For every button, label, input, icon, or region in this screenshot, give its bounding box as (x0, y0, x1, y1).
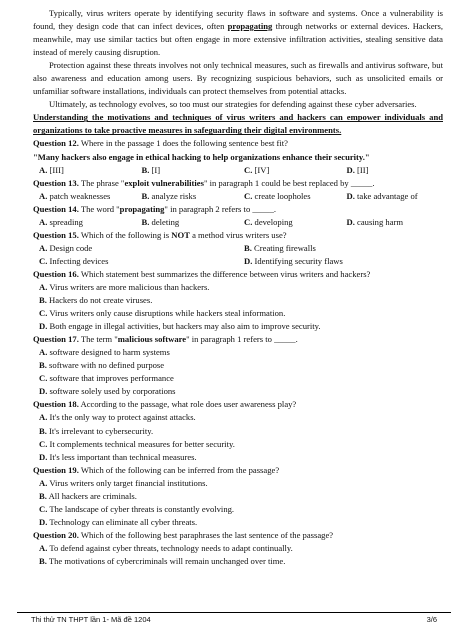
option-a[interactable]: A. spreading (39, 216, 83, 227)
question-17: Question 17. The term "malicious software" in paragraph 1 refers to _____. (33, 334, 298, 345)
option-a[interactable]: A. Design code (39, 242, 93, 253)
exam-code-label: Thi thử TN THPT lần 1- Mã đề 1204 (31, 615, 151, 624)
page-footer (17, 612, 451, 626)
option-a[interactable]: A. To defend against cyber threats, technology needs to adapt continually. (39, 542, 293, 553)
option-b[interactable]: B. [I] (141, 164, 161, 175)
passage-paragraph-3: Ultimately, as technology evolves, so too must our strategies for defending against these cyber adversaries. (49, 99, 417, 110)
question-number: Question 17. (33, 334, 79, 345)
option-a[interactable]: A. Virus writers only target financial institutions. (39, 477, 208, 488)
option-c[interactable]: C. software that improves performance (39, 373, 174, 384)
question-number: Question 19. (33, 464, 79, 475)
question-19: Question 19. Which of the following can be inferred from the passage? (33, 464, 280, 475)
p1-text-start: Typically, virus writers operate by identifying security flaws in software and systems. Once a vulnerability is found, they design code that can infect devices, often (33, 8, 443, 32)
p1-keyword: propagating (227, 21, 273, 32)
question-number: Question 16. (33, 268, 79, 279)
question-15: Question 15. Which of the following is NOT a method virus writers use? (33, 229, 287, 240)
option-c[interactable]: C. [IV] (244, 164, 270, 175)
question-20: Question 20. Which of the following best paraphrases the last sentence of the passage? (33, 529, 334, 540)
page-number: 3/6 (426, 615, 437, 624)
question-number: Question 12. (33, 138, 79, 149)
quoted-term: malicious software (117, 334, 187, 345)
option-a[interactable]: A. software designed to harm systems (39, 347, 170, 358)
exam-page (33, 7, 443, 568)
option-a[interactable]: A. [III] (39, 164, 64, 175)
option-d[interactable]: D. take advantage of (346, 190, 418, 201)
option-b[interactable]: B. It's irrelevant to cybersecurity. (39, 425, 154, 436)
option-c[interactable]: C. developing (244, 216, 293, 227)
option-d[interactable]: D. [II] (346, 164, 369, 175)
question-12-options (33, 164, 443, 177)
question-number: Question 13. (33, 177, 79, 188)
option-b[interactable]: B. The motivations of cybercriminals will remain unchanged over time. (39, 555, 286, 566)
option-a[interactable]: A. Virus writers are more malicious than hackers. (39, 281, 210, 292)
option-b[interactable]: B. deleting (141, 216, 180, 227)
option-d[interactable]: D. causing harm (346, 216, 404, 227)
question-13: Question 13. The phrase "exploit vulnerabilities" in paragraph 1 could be best replaced by _____. (33, 177, 375, 188)
option-d[interactable]: D. Both engage in illegal activities, but hackers may also aim to improve security. (39, 321, 321, 332)
quoted-term: propagating (119, 203, 165, 214)
option-d[interactable]: D. Identifying security flaws (244, 255, 343, 266)
option-c[interactable]: C. Infecting devices (39, 255, 109, 266)
question-13-options (33, 190, 443, 203)
question-16: Question 16. Which statement best summarizes the difference between virus writers and hackers? (33, 268, 371, 279)
option-d[interactable]: D. Technology can eliminate all cyber threats. (39, 516, 198, 527)
emphasis-term: NOT (171, 229, 190, 240)
option-b[interactable]: B. Hackers do not create viruses. (39, 295, 153, 306)
question-number: Question 20. (33, 529, 79, 540)
option-c[interactable]: C. Virus writers only cause disruptions while hackers steal information. (39, 308, 286, 319)
option-b[interactable]: B. All hackers are criminals. (39, 490, 137, 501)
p1-text-end: through networks or external devices. Hackers, meanwhile, may use similar tactics but often engage in more extensive infiltration activities, stealing sensitive data instead of merely causing disruption. (33, 21, 443, 58)
question-15-options (33, 242, 443, 268)
option-c[interactable]: C. create loopholes (244, 190, 311, 201)
option-c[interactable]: C. It complements technical measures for better security. (39, 438, 235, 449)
passage-closing-sentence: Understanding the motivations and techniques of virus writers and hackers can empower individuals and organizations to take proactive measures in safeguarding their digital environments. (33, 112, 443, 136)
question-18: Question 18. According to the passage, what role does user awareness play? (33, 399, 297, 410)
option-a[interactable]: A. patch weaknesses (39, 190, 111, 201)
option-a[interactable]: A. It's the only way to protect against attacks. (39, 412, 196, 423)
option-b[interactable]: B. Creating firewalls (244, 242, 316, 253)
question-14: Question 14. The word "propagating" in paragraph 2 refers to _____. (33, 203, 277, 214)
passage-paragraph-2: Protection against these threats involves not only technical measures, such as firewalls and antivirus software, but also awareness and education among users. By recognizing suspicious behaviors, such as unsolicited emails or unfamiliar software installations, individuals can protect themselves from potential attacks. (33, 60, 443, 97)
question-number: Question 18. (33, 399, 79, 410)
question-12-quote: "Many hackers also engage in ethical hacking to help organizations enhance their security." (33, 151, 370, 162)
option-d[interactable]: D. software solely used by corporations (39, 386, 176, 397)
quoted-term: exploit vulnerabilities (124, 177, 204, 188)
option-d[interactable]: D. It's less important than technical measures. (39, 451, 197, 462)
question-text: Where in the passage 1 does the following sentence best fit? (78, 138, 288, 149)
passage-paragraph-1 (33, 7, 443, 59)
option-b[interactable]: B. analyze risks (141, 190, 197, 201)
question-number: Question 14. (33, 203, 79, 214)
question-number: Question 15. (33, 229, 79, 240)
question-12 (33, 137, 443, 150)
question-14-options (33, 216, 443, 229)
option-b[interactable]: B. software with no defined purpose (39, 360, 165, 371)
option-c[interactable]: C. The landscape of cyber threats is constantly evolving. (39, 503, 235, 514)
